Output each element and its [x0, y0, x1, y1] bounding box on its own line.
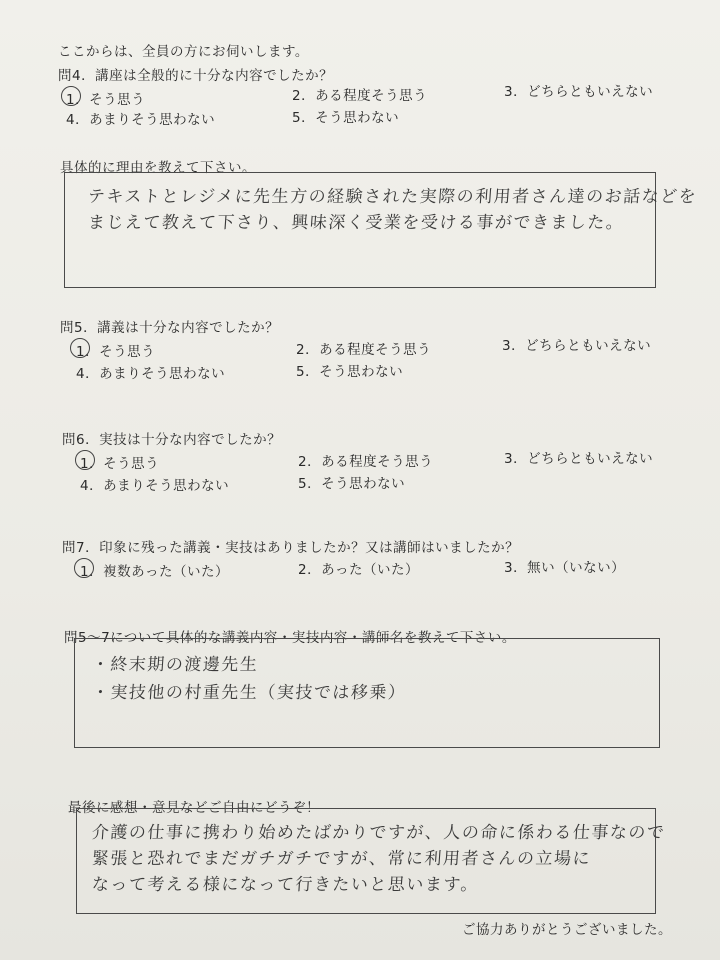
details-answer-line-1: ・終末期の渡邊先生 — [91, 655, 260, 675]
q6-option-4[interactable]: 4．あまりそう思わない — [80, 478, 230, 494]
q5-option-4[interactable]: 4．あまりそう思わない — [76, 366, 226, 382]
details-label: 問5～7について具体的な講義内容・実技内容・講師名を教えて下さい。 — [64, 630, 516, 646]
comments-answer-line-1: 介護の仕事に携わり始めたばかりですが、人の命に係わる仕事なので — [91, 823, 667, 843]
comments-answer-line-2: 緊張と恐れでまだガチガチですが、常に利用者さんの立場に — [91, 849, 592, 869]
q6-option-5[interactable]: 5．そう思わない — [298, 476, 406, 492]
reason-answer-line-2: まじえて教えて下さり、興味深く受業を受ける事ができました。 — [87, 213, 626, 233]
q4-option-2[interactable]: 2．ある程度そう思う — [292, 88, 428, 104]
details-answer-line-2: ・実技他の村重先生（実技では移乗） — [91, 683, 408, 703]
q4-option-3[interactable]: 3．どちらともいえない — [504, 84, 654, 100]
thanks-text: ご協力ありがとうございました。 — [462, 922, 672, 938]
q7-title: 問7．印象に残った講義・実技はありましたか？又は講師はいましたか？ — [62, 540, 520, 556]
q4-option-5[interactable]: 5．そう思わない — [292, 110, 400, 126]
q5-title: 問5．講義は十分な内容でしたか？ — [60, 320, 280, 336]
q5-option-1[interactable]: 1．そう思う — [76, 344, 156, 360]
q5-option-2[interactable]: 2．ある程度そう思う — [296, 342, 432, 358]
q4-option-4[interactable]: 4．あまりそう思わない — [66, 112, 216, 128]
q6-option-1[interactable]: 1．そう思う — [80, 456, 160, 472]
comments-label: 最後に感想・意見などご自由にどうぞ！ — [68, 800, 320, 816]
reason-label: 具体的に理由を教えて下さい。 — [60, 160, 256, 176]
q6-title: 問6．実技は十分な内容でしたか？ — [62, 432, 282, 448]
q7-option-2[interactable]: 2．あった（いた） — [298, 562, 419, 578]
q7-option-3[interactable]: 3．無い（いない） — [504, 560, 626, 576]
q5-option-5[interactable]: 5．そう思わない — [296, 364, 404, 380]
q6-option-3[interactable]: 3．どちらともいえない — [504, 451, 654, 467]
q4-title: 問4．講座は全般的に十分な内容でしたか？ — [58, 68, 334, 84]
intro-text: ここからは、全員の方にお伺いします。 — [58, 44, 309, 60]
q6-option-2[interactable]: 2．ある程度そう思う — [298, 454, 434, 470]
reason-answer-line-1: テキストとレジメに先生方の経験された実際の利用者さん達のお話などを — [87, 187, 698, 207]
q5-option-3[interactable]: 3．どちらともいえない — [502, 338, 652, 354]
q7-option-1[interactable]: 1．複数あった（いた） — [80, 564, 229, 580]
q4-option-1[interactable]: 1．そう思う — [66, 92, 146, 108]
comments-answer-line-3: なって考える様になって行きたいと思います。 — [91, 875, 480, 895]
